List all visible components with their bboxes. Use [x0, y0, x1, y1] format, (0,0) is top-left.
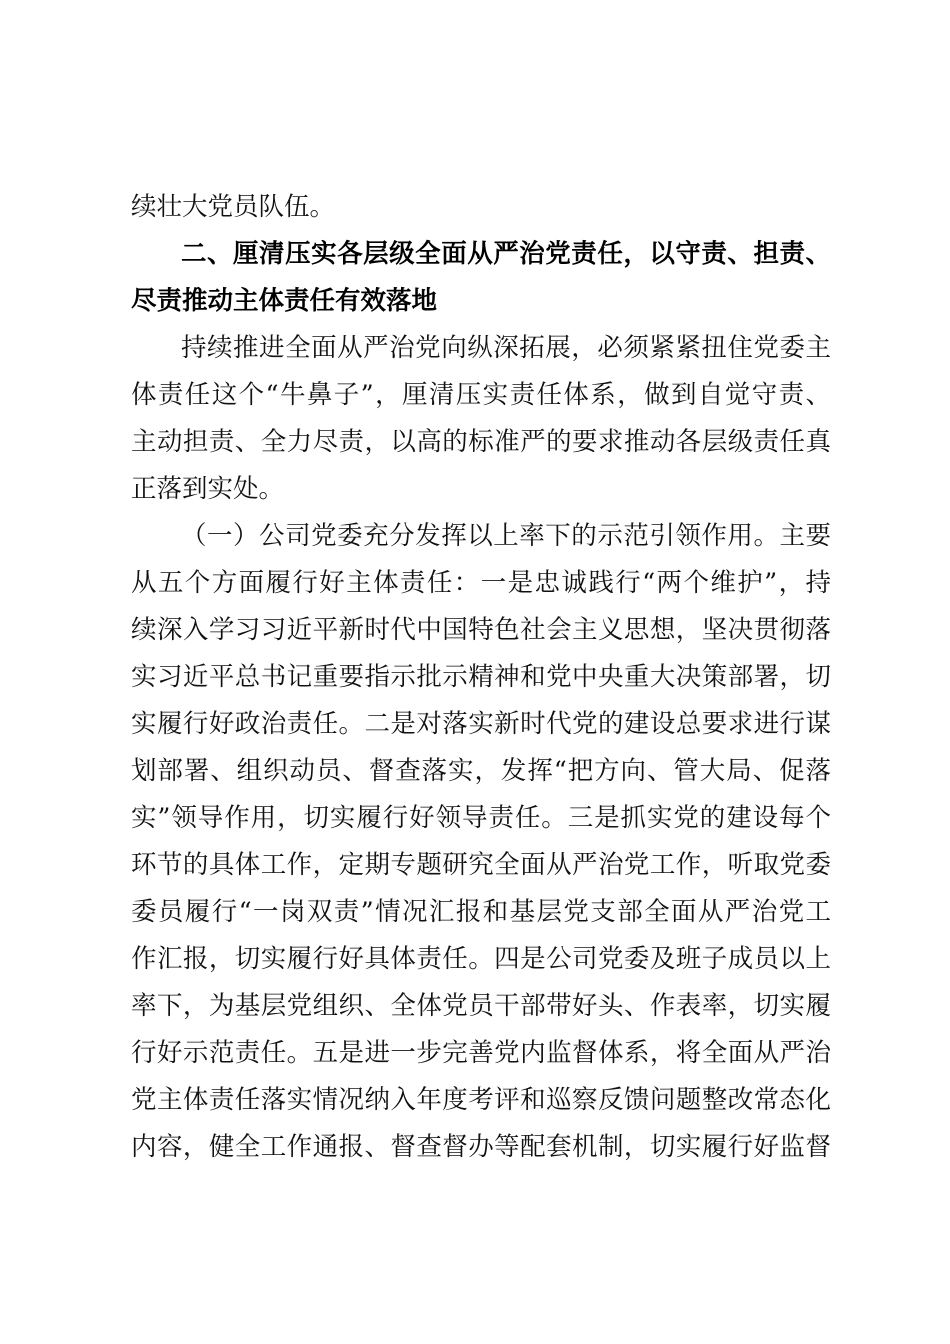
- paragraph-line: 续深入学习习近平新时代中国特色社会主义思想，坚决贯彻落: [131, 615, 831, 645]
- paragraph-line: 实履行好政治责任。二是对落实新时代党的建设总要求进行谋: [131, 709, 831, 739]
- paragraph-line: 环节的具体工作，定期专题研究全面从严治党工作，听取党委: [131, 850, 831, 880]
- paragraph-line: 体责任这个“牛鼻子”，厘清压实责任体系，做到自觉守责、: [131, 380, 831, 410]
- subsection-line: （一）公司党委充分发挥以上率下的示范引领作用。主要: [181, 521, 831, 551]
- paragraph-line: 持续推进全面从严治党向纵深拓展，必须紧紧扭住党委主: [181, 333, 831, 363]
- paragraph-line: 作汇报，切实履行好具体责任。四是公司党委及班子成员以上: [131, 944, 831, 974]
- paragraph-line: 主动担责、全力尽责，以高的标准严的要求推动各层级责任真: [131, 427, 831, 457]
- section-heading-line: 二、厘清压实各层级全面从严治党责任，以守责、担责、: [181, 239, 831, 269]
- paragraph-line: 划部署、组织动员、督查落实，发挥“把方向、管大局、促落: [131, 756, 831, 786]
- paragraph-line: 正落到实处。: [131, 474, 285, 504]
- paragraph-line: 率下，为基层党组织、全体党员干部带好头、作表率，切实履: [131, 991, 831, 1021]
- paragraph-line: 内容，健全工作通报、督查督办等配套机制，切实履行好监督: [131, 1132, 831, 1162]
- paragraph-line: 委员履行“一岗双责”情况汇报和基层党支部全面从严治党工: [131, 897, 831, 927]
- paragraph-line: 实习近平总书记重要指示批示精神和党中央重大决策部署，切: [131, 662, 831, 692]
- paragraph-line: 从五个方面履行好主体责任：一是忠诚践行“两个维护”，持: [131, 568, 831, 598]
- paragraph-line: 续壮大党员队伍。: [131, 192, 336, 222]
- paragraph-line: 实”领导作用，切实履行好领导责任。三是抓实党的建设每个: [131, 803, 831, 833]
- paragraph-line: 党主体责任落实情况纳入年度考评和巡察反馈问题整改常态化: [131, 1085, 831, 1115]
- section-heading-line: 尽责推动主体责任有效落地: [131, 286, 438, 316]
- paragraph-line: 行好示范责任。五是进一步完善党内监督体系，将全面从严治: [131, 1038, 831, 1068]
